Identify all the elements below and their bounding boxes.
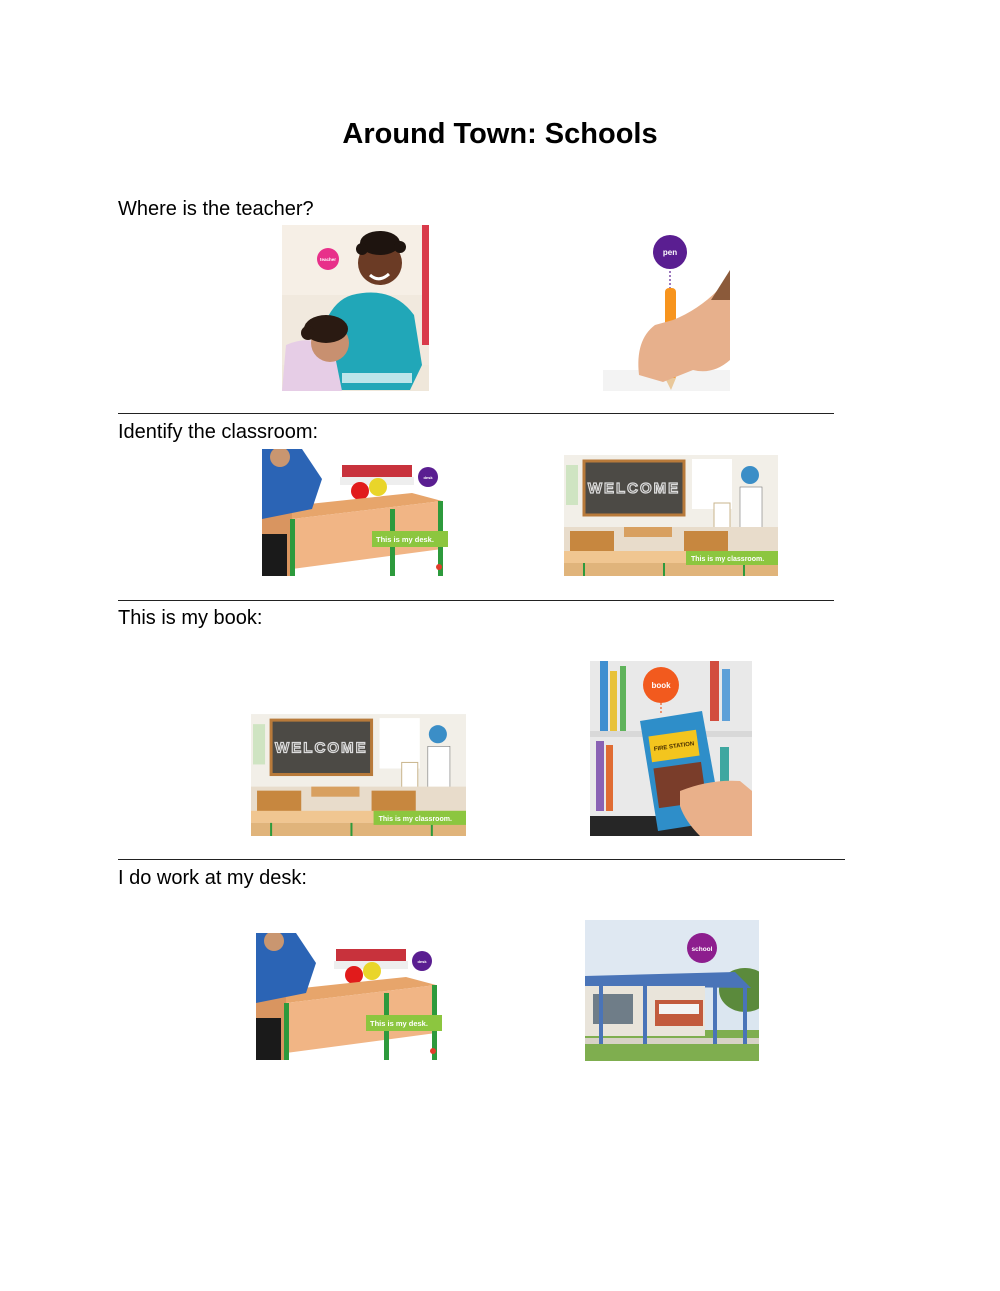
question-2-prompt: Identify the classroom:: [118, 421, 319, 443]
answer-line-1: [118, 413, 834, 414]
book-tag-label: book: [651, 681, 671, 690]
question-1-prompt: Where is the teacher?: [118, 198, 314, 220]
book-cover-title: FIRE STATION: [653, 741, 695, 753]
teacher-image: [282, 225, 429, 391]
answer-line-3: [118, 859, 845, 860]
desk-image-1: [262, 449, 450, 576]
page-title: Around Town: Schools: [342, 118, 658, 150]
desk-caption-2: This is my desk.: [370, 1019, 428, 1028]
desk-image-2: [256, 933, 444, 1060]
pen-image: [603, 230, 730, 391]
desk-tag-label-2: desk: [417, 959, 427, 964]
answer-line-2: [118, 600, 834, 601]
pen-tag-label: pen: [662, 248, 678, 257]
classroom-caption-2: This is my classroom.: [378, 815, 452, 823]
classroom-caption-1: This is my classroom.: [691, 556, 765, 563]
question-4-prompt: I do work at my desk:: [118, 867, 307, 889]
classroom-image-2: [251, 706, 466, 836]
teacher-tag-label: teacher: [319, 257, 337, 262]
question-3-prompt: This is my book:: [118, 607, 263, 629]
book-image: [590, 661, 752, 836]
school-tag-label: school: [691, 946, 713, 953]
desk-caption-1: This is my desk.: [376, 535, 434, 544]
classroom-image-1: [564, 447, 778, 576]
school-image: [585, 920, 759, 1061]
desk-tag-label-1: desk: [423, 475, 433, 480]
classroom-board-1: WELCOME: [587, 480, 681, 497]
classroom-board-2: WELCOME: [274, 739, 368, 757]
